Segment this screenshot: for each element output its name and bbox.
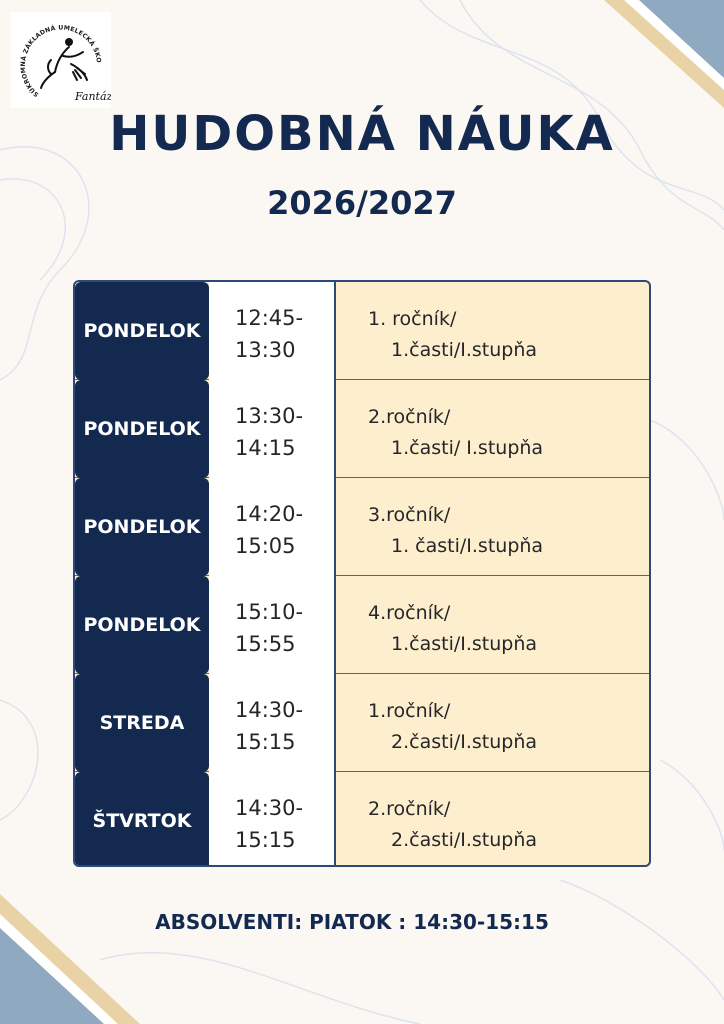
day-cell: PONDELOK	[75, 282, 209, 380]
time-end: 15:05	[235, 534, 296, 558]
grade-label: 4.ročník/	[368, 602, 451, 624]
schedule-table	[73, 280, 651, 867]
day-cell: ŠTVRTOK	[75, 772, 209, 867]
time-start: 14:30-	[235, 796, 304, 820]
class-cell	[336, 478, 649, 576]
school-year: 2026/2027	[267, 184, 457, 222]
day-cell: PONDELOK	[75, 576, 209, 674]
logo-dancer-icon	[41, 38, 87, 88]
time-cell	[209, 478, 336, 576]
page-title: HUDOBNÁ NÁUKA	[109, 106, 615, 162]
time-cell	[209, 282, 336, 380]
class-cell	[336, 772, 649, 867]
schedule-row	[75, 576, 649, 674]
time-cell	[209, 772, 336, 867]
time-start: 12:45-	[235, 306, 304, 330]
time-end: 14:15	[235, 436, 296, 460]
time-cell	[209, 674, 336, 772]
schedule-row	[75, 772, 649, 867]
part-label: 2.časti/I.stupňa	[391, 731, 538, 753]
time-start: 13:30-	[235, 404, 304, 428]
logo-ring-text: SÚKROMNÁ ZÁKLADNÁ UMELECKÁ ŠKO	[19, 24, 102, 98]
grade-label: 1.ročník/	[368, 700, 451, 722]
grade-label: 2.ročník/	[368, 406, 451, 428]
time-start: 14:20-	[235, 502, 304, 526]
time-end: 15:15	[235, 828, 296, 852]
part-label: 1.časti/I.stupňa	[391, 633, 538, 655]
time-start: 14:30-	[235, 698, 304, 722]
time-cell	[209, 576, 336, 674]
time-end: 13:30	[235, 338, 296, 362]
class-cell	[336, 674, 649, 772]
schedule-row	[75, 380, 649, 478]
time-start: 15:10-	[235, 600, 304, 624]
grade-label: 2.ročník/	[368, 798, 451, 820]
day-cell: PONDELOK	[75, 478, 209, 576]
graduates-note: ABSOLVENTI: PIATOK : 14:30-15:15	[155, 910, 549, 934]
part-label: 1. časti/I.stupňa	[391, 535, 544, 557]
part-label: 2.časti/I.stupňa	[391, 829, 538, 851]
schedule-row	[75, 282, 649, 380]
day-cell: PONDELOK	[75, 380, 209, 478]
schedule-row	[75, 478, 649, 576]
part-label: 1.časti/ I.stupňa	[391, 437, 544, 459]
time-end: 15:55	[235, 632, 296, 656]
time-cell	[209, 380, 336, 478]
part-label: 1.časti/I.stupňa	[391, 339, 538, 361]
class-cell	[336, 380, 649, 478]
grade-label: 3.ročník/	[368, 504, 451, 526]
schedule-row	[75, 674, 649, 772]
day-cell: STREDA	[75, 674, 209, 772]
logo-name: Fantá	[75, 90, 107, 103]
class-cell	[336, 576, 649, 674]
school-logo	[11, 12, 111, 108]
time-end: 15:15	[235, 730, 296, 754]
class-cell	[336, 282, 649, 380]
bottom-left-corner-stripes	[0, 884, 150, 1024]
grade-label: 1. ročník/	[368, 308, 457, 330]
